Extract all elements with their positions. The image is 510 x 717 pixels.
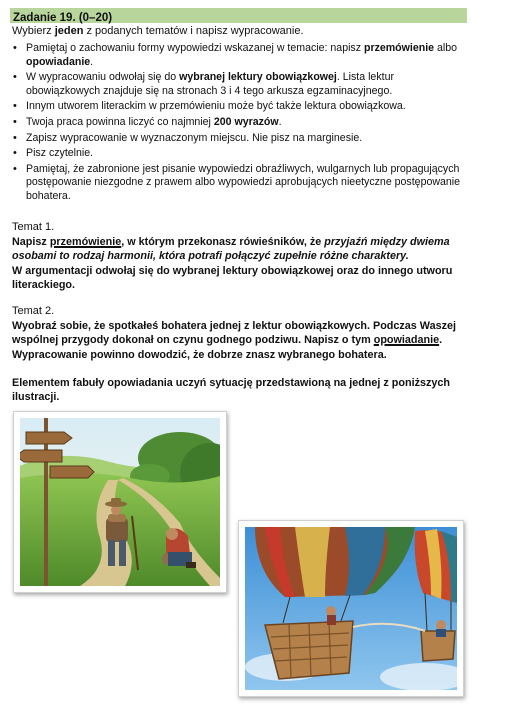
temat1-thesis: przyjaźń między dwiema osobami to rodzaj harmonii, która potrafi połączyć zupełnie różne charaktery. (12, 236, 450, 263)
temat2-instruction: Elementem fabuły opowiadania uczyń sytuację przedstawioną na jednej z poniższych ilustracji. (12, 377, 450, 404)
task-header (10, 8, 467, 23)
temat1-text: Napisz przemówienie, w którym przekonasz rówieśników, że przyjaźń między dwiema osobami to rodzaj harmonii, która potrafi połączyć zupełnie różne charaktery. W argumentacji odwołaj się do wybranej lektury obowiązkowej oraz do innego utworu literackiego. (12, 236, 453, 292)
illustration-hikers (13, 411, 227, 593)
task-intro (12, 24, 304, 38)
temat1-label: Temat 1. (12, 221, 55, 233)
rule-item: • W wypracowaniu odwołaj się do wybranej lektury obowiązkowej. Lista lektur obowiązkowych znajduje się na stronach 3 i 4 tego arkusza egzaminacyjnego. (12, 71, 462, 98)
balloons-rescue-image (245, 527, 457, 690)
intro-text-end: z podanych tematów i napisz wypracowanie. (83, 25, 304, 37)
task-title: Zadanie 19. (0–20) (13, 12, 113, 24)
illustration-balloons (238, 520, 464, 697)
temat2-text: Wyobraź sobie, że spotkałeś bohatera jednej z lektur obowiązkowych. Podczas Waszej wspólnej przygody dokonał on czynu godnego podziwu. Napisz o tym opowiadanie. Wypracowanie powinno dowodzić, że dobrze znasz wybranego bohatera. (12, 320, 456, 361)
intro-text: Wybierz (12, 25, 55, 37)
temat2-form-underlined: opowiadanie (373, 334, 440, 347)
rule-item: • Pamiętaj o zachowaniu formy wypowiedzi wskazanej w temacie: napisz przemówienie albo opowiadanie. (12, 42, 462, 69)
hikers-crossroads-image (20, 418, 220, 586)
rule-item: • Twoja praca powinna liczyć co najmniej 200 wyrazów. (12, 116, 462, 130)
rule-item: • Zapisz wypracowanie w wyznaczonym miejscu. Nie pisz na marginesie. (12, 132, 462, 146)
rule-item: • Pamiętaj, że zabronione jest pisanie wypowiedzi obraźliwych, wulgarnych lub propagujących postępowanie niezgodne z prawem albo wypowiedzi aprobujących nieetyczne postępowanie bohatera. (12, 163, 462, 204)
rule-item: • Innym utworem literackim w przemówieniu może być także lektura obowiązkowa. (12, 100, 462, 114)
temat2-label: Temat 2. (12, 305, 55, 317)
intro-bold: jeden (54, 25, 84, 37)
rule-item: • Pisz czytelnie. (12, 147, 462, 161)
rules-list (12, 42, 462, 206)
temat1-form-underlined: przemówienie (49, 236, 122, 248)
